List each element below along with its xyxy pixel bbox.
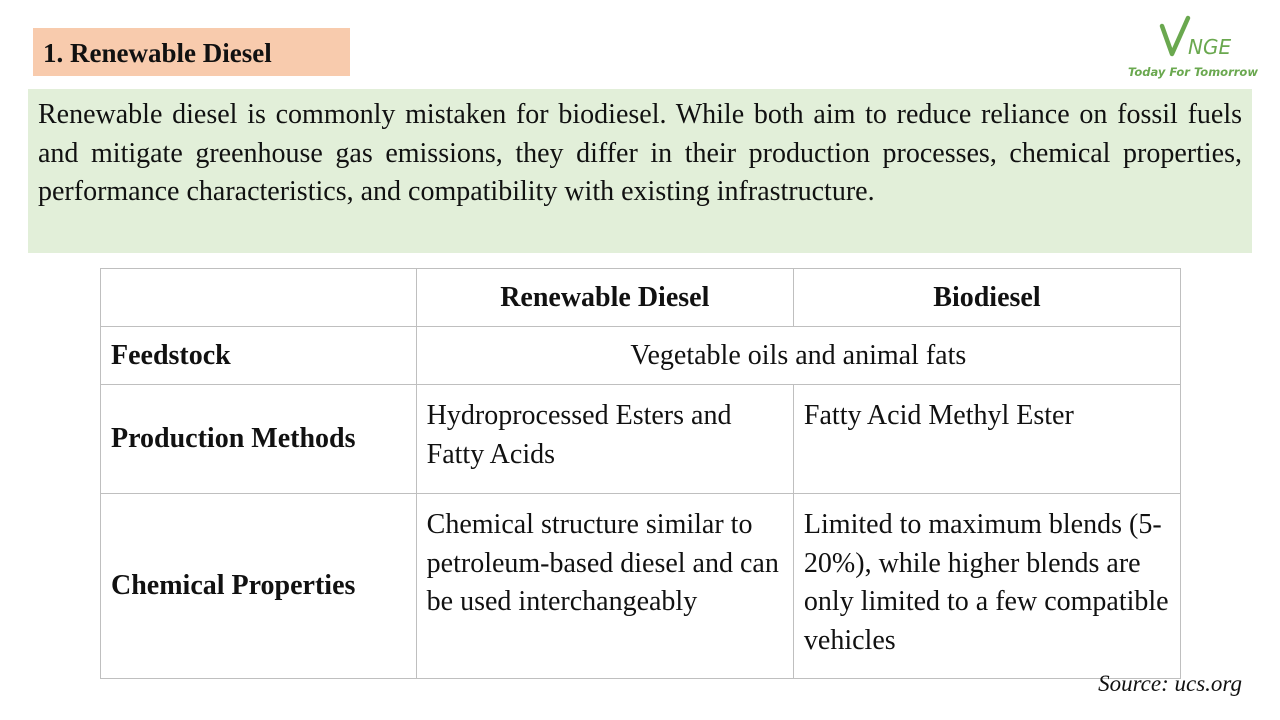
chemical-renewable-value: Chemical structure similar to petroleum-based diesel and can be used interchangeably <box>416 494 793 679</box>
header-empty-cell <box>101 269 417 327</box>
header-biodiesel: Biodiesel <box>793 269 1180 327</box>
header-renewable-diesel: Renewable Diesel <box>416 269 793 327</box>
table-row <box>101 385 1181 494</box>
row-label-feedstock: Feedstock <box>101 327 417 385</box>
feedstock-value: Vegetable oils and animal fats <box>416 327 1180 385</box>
production-biodiesel-value: Fatty Acid Methyl Ester <box>793 385 1180 494</box>
production-renewable-value: Hydroprocessed Esters and Fatty Acids <box>416 385 793 494</box>
section-title: 1. Renewable Diesel <box>33 28 350 76</box>
vnge-logo-icon <box>1158 14 1262 62</box>
intro-paragraph: Renewable diesel is commonly mistaken for biodiesel. While both aim to reduce reliance on fossil fuels and mitigate greenhouse gas emissions, they differ in their production processes, chemical properties, performance characteristics, and compatibility with existing infrastructure. <box>28 89 1252 253</box>
comparison-table <box>100 268 1181 679</box>
table-row <box>101 327 1181 385</box>
chemical-biodiesel-value: Limited to maximum blends (5-20%), while higher blends are only limited to a few compatible vehicles <box>793 494 1180 679</box>
row-label-chemical-properties: Chemical Properties <box>101 494 417 679</box>
logo-tagline: Today For Tomorrow <box>1128 65 1258 79</box>
company-logo <box>1128 14 1262 84</box>
source-citation: Source: ucs.org <box>1098 671 1242 696</box>
table-header-row <box>101 269 1181 327</box>
svg-text:NGE: NGE <box>1188 35 1232 59</box>
row-label-production-methods: Production Methods <box>101 385 417 494</box>
table-row <box>101 494 1181 679</box>
